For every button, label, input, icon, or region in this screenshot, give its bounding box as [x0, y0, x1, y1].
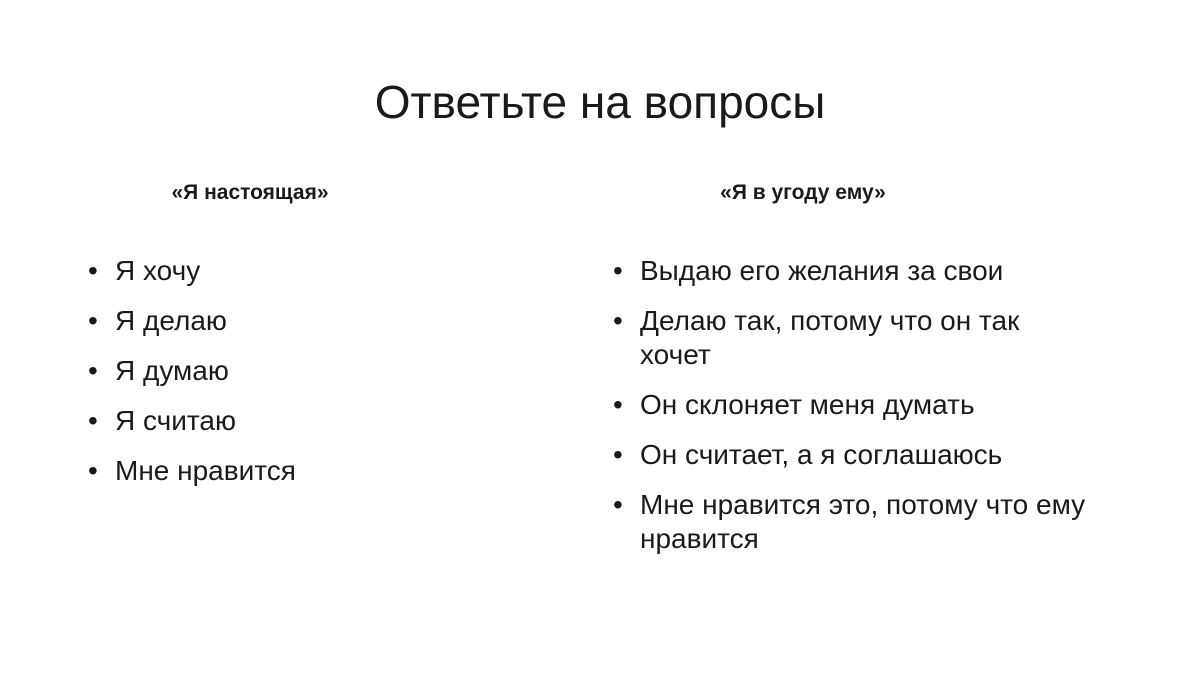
list-item-text: Я хочу	[115, 255, 201, 286]
list-item-text: Он склоняет меня думать	[640, 389, 975, 420]
list-item	[613, 488, 1093, 556]
list-item-text: Мне нравится	[115, 455, 296, 486]
left-bullet-list	[88, 254, 588, 488]
bullet-icon: •	[88, 405, 98, 436]
list-item	[88, 254, 588, 288]
left-column	[88, 178, 588, 504]
right-column-heading: «Я в угоду ему»	[720, 181, 886, 204]
list-item-text: Делаю так, потому что он так хочет	[640, 305, 1020, 370]
left-column-heading: «Я настоящая»	[171, 181, 329, 204]
bullet-icon: •	[613, 255, 623, 286]
right-bullet-list	[613, 254, 1093, 556]
right-column	[613, 178, 1113, 572]
list-item	[613, 388, 1093, 422]
list-item-text: Я считаю	[115, 405, 236, 436]
bullet-icon: •	[613, 439, 623, 470]
list-item-text: Мне нравится это, потому что ему нравится	[640, 489, 1086, 554]
bullet-icon: •	[613, 389, 623, 420]
list-item	[88, 404, 588, 438]
bullet-icon: •	[88, 255, 98, 286]
list-item	[613, 254, 1093, 288]
bullet-icon: •	[613, 305, 623, 336]
bullet-icon: •	[88, 355, 98, 386]
list-item	[88, 304, 588, 338]
list-item	[88, 354, 588, 388]
list-item	[613, 438, 1093, 472]
slide-title: Ответьте на вопросы	[374, 76, 826, 128]
list-item	[613, 304, 1093, 372]
list-item	[88, 454, 588, 488]
list-item-text: Он считает, а я соглашаюсь	[640, 439, 1003, 470]
bullet-icon: •	[88, 305, 98, 336]
bullet-icon: •	[88, 455, 98, 486]
bullet-icon: •	[613, 489, 623, 520]
list-item-text: Я думаю	[115, 355, 229, 386]
list-item-text: Я делаю	[115, 305, 227, 336]
list-item-text: Выдаю его желания за свои	[640, 255, 1004, 286]
